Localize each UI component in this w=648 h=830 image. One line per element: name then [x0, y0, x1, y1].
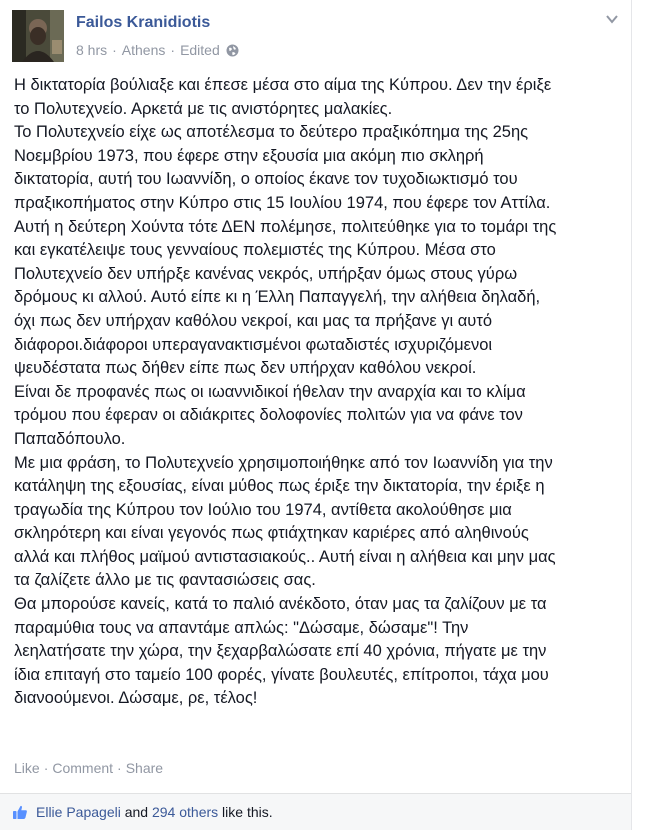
post-text-line: τραγωδία της Κύπρου τον Ιούλιο του 1974, αντίθετα ακολούθησε μια — [14, 500, 512, 519]
post-text-line: αλλά και πλήθος μαϊμού αντιστασιακούς.. Αυτή είναι η αλήθεια και μην μας — [14, 547, 556, 566]
edited-label[interactable]: Edited — [180, 42, 220, 58]
post-text-line: και εγκατέλειψε τους γενναίους πολεμιστές της Κύπρου. Μέσα στο — [14, 241, 496, 260]
post-text-line: Η δικτατορία βούλιαξε και έπεσε μέσα στο αίμα της Κύπρου. Δεν την έριξε — [14, 76, 552, 94]
likes-summary — [36, 804, 273, 820]
post-text-line: διανοούμενοι. Δώσαμε, ρε, τέλος! — [14, 689, 258, 708]
post-text-line: δρόμους κι αλλού. Αυτό είπε κι η Έλλη Παπαγγελή, την αλήθεια δηλαδή, — [14, 288, 541, 307]
post-text-line: σκληρότερη και είναι γεγονός πως φτιάχτηκαν καριέρες από αληθινούς — [14, 524, 529, 543]
globe-icon — [226, 44, 239, 57]
comment-link[interactable]: Comment — [52, 760, 114, 776]
likes-and: and — [124, 804, 149, 820]
post-text-line: ίδια επιταγή στο ταμείο 100 φορές, γίνατε βουλευτές, επίτροποι, τάχα μου — [14, 665, 549, 684]
post-text-line: Είναι δε προφανές πως οι ιωαννιδικοί ήθελαν την αναρχία και το κλίμα — [14, 382, 526, 401]
action-separator: · — [43, 760, 49, 776]
post-text-line: ψευδέστατα πως δήθεν είπε πως δεν υπήρχαν καθόλου νεκροί. — [14, 359, 477, 378]
action-separator: · — [117, 760, 122, 776]
likes-others-link[interactable]: 294 others — [151, 804, 219, 820]
liker-name[interactable]: Ellie Papageli — [36, 804, 121, 820]
post-meta — [76, 42, 239, 58]
post-text-line: Νοεμβρίου 1973, που έφερε στην εξουσία μια ακόμη πιο σκληρή — [14, 146, 484, 165]
post-text-line: όχι πως δεν υπήρχαν καθόλου νεκροί, και μας τα πρήξανε γι αυτό — [14, 311, 493, 330]
post-body — [14, 74, 624, 711]
post-text-line: Παπαδόπουλο. — [14, 429, 126, 448]
chevron-down-icon[interactable] — [605, 12, 619, 26]
post-text-line: πραξικοπήματος στην Κύπρο στις 15 Ιουλίου 1974, που έφερε τον Αττίλα. — [14, 193, 551, 212]
post-actions — [14, 760, 163, 776]
likes-suffix: like this. — [222, 804, 273, 820]
post-text-line: Αυτή η δεύτερη Χούντα τότε ΔΕΝ πολέμησε, πολιτεύθηκε για το τομάρι της — [14, 217, 557, 236]
post-text-line: λεηλατήσατε την χώρα, την ξεχαρβαλώσατε επί 40 χρόνια, πήγατε με την — [14, 642, 547, 661]
post-text-line: Με μια φράση, το Πολυτεχνείο χρησιμοποιήθηκε από τον Ιωαννίδη για την — [14, 453, 553, 472]
post-text-line: Το Πολυτεχνείο είχε ως αποτέλεσμα το δεύτερο πραξικόπημα της 25ης — [14, 123, 529, 142]
post-text-line: Θα μπορούσε κανείς, κατά το παλιό ανέκδοτο, όταν μας τα ζαλίζουν με τα — [14, 595, 547, 614]
meta-separator: · — [112, 42, 117, 58]
like-link[interactable]: Like — [14, 760, 40, 776]
share-link[interactable]: Share — [125, 760, 164, 776]
post-location[interactable]: Athens — [121, 42, 166, 58]
thumbs-up-icon — [12, 804, 28, 820]
post-text-line: Πολυτεχνείο δεν υπήρξε κανένας νεκρός, υπήρξαν όμως στους γύρω — [14, 264, 518, 283]
post-text-line: παραμύθια τους να απαντάμε απλώς: "Δώσαμε, δώσαμε"! Την — [14, 618, 469, 637]
author-name[interactable]: Failos Kranidiotis — [76, 14, 211, 31]
post-text-line: τα ζαλίζετε άλλο με τις φαντασιώσεις σας. — [14, 571, 316, 590]
post-text-line: διάφοροι.διάφοροι υπεραγανακτισμένοι φωταδιστές ισχυριζόμενοι — [14, 335, 493, 354]
post-text-line: κατάληψη της εξουσίας, είναι μύθος πως έριξε την δικτατορία, την έριξε η — [14, 477, 545, 496]
meta-separator: · — [170, 42, 176, 58]
avatar[interactable] — [12, 10, 64, 62]
post-time[interactable]: 8 hrs — [76, 42, 108, 58]
post-text-line: το Πολυτεχνείο. Αρκετά με τις ανιστόρητες μαλακίες. — [14, 99, 393, 118]
post-text-line: δικτατορία, αυτή του Ιωαννίδη, ο οποίος έκανε τον τυχοδιωκτισμό του — [14, 170, 518, 189]
post-text-line: τρόμου που έφεραν οι αδιάκριτες δολοφονίες πολιτών για να φάνε τον — [14, 406, 523, 425]
likes-bar — [0, 793, 631, 830]
